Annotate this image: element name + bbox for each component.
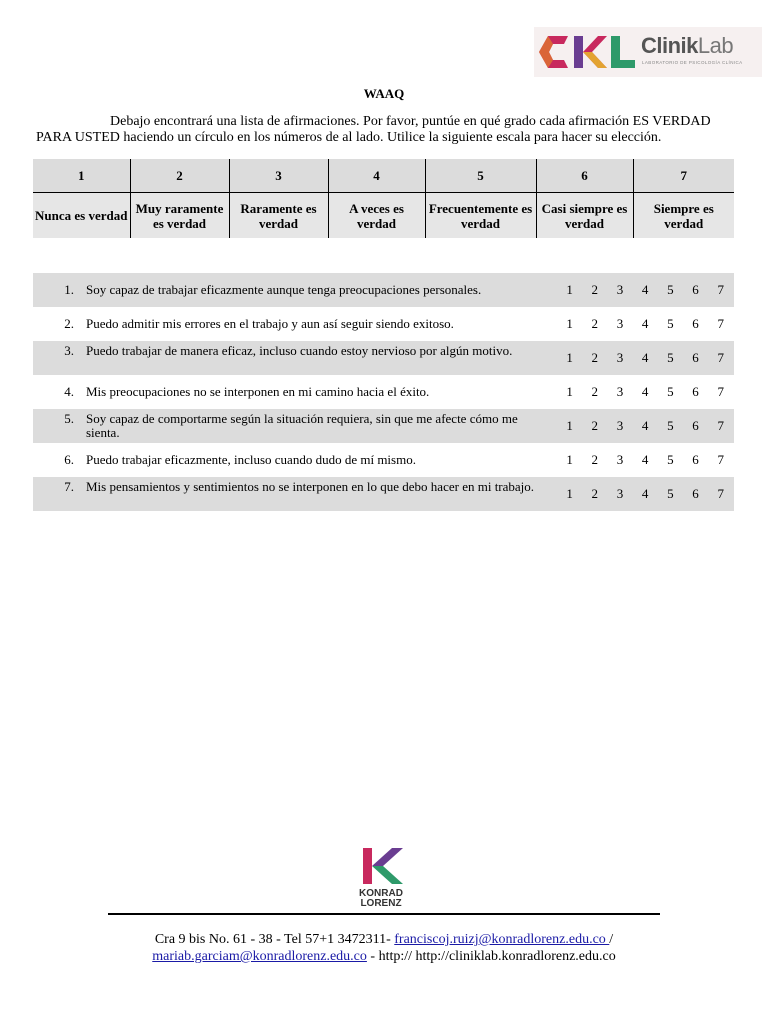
questionnaire-item [33, 307, 734, 341]
response-option[interactable]: 1 [566, 486, 573, 501]
item-number: 4. [64, 384, 74, 399]
footer-website: - http:// http://cliniklab.konradlorenz.edu.co [366, 949, 616, 964]
response-option[interactable]: 4 [641, 452, 649, 467]
response-option[interactable]: 1 [566, 384, 573, 399]
item-number: 1. [64, 282, 74, 297]
response-option[interactable]: 3 [616, 486, 624, 501]
questionnaire-item [33, 477, 734, 511]
response-option[interactable]: 2 [591, 350, 599, 365]
response-option[interactable]: 7 [717, 486, 724, 501]
response-option[interactable]: 1 [566, 282, 573, 297]
questionnaire-item [33, 341, 734, 375]
response-option[interactable]: 3 [616, 350, 624, 365]
ckl-mark-icon [534, 27, 639, 77]
response-option[interactable]: 3 [616, 452, 624, 467]
response-option[interactable]: 5 [667, 384, 674, 399]
questionnaire-item [33, 273, 734, 307]
scale-label: Siempre es verdad [633, 193, 734, 239]
response-option[interactable]: 6 [692, 452, 699, 467]
response-option[interactable]: 2 [591, 418, 599, 433]
scale-label: Nunca es verdad [33, 193, 130, 239]
questionnaire-item [33, 375, 734, 409]
response-options [557, 273, 733, 307]
response-option[interactable]: 1 [566, 452, 573, 467]
response-options [557, 409, 733, 443]
response-option[interactable]: 2 [591, 452, 599, 467]
item-number: 7. [64, 479, 74, 494]
scale-label: A veces es verdad [328, 193, 425, 239]
response-option[interactable]: 1 [566, 418, 573, 433]
scale-number: 1 [33, 159, 130, 193]
response-option[interactable]: 7 [717, 452, 724, 467]
item-text: Puedo trabajar de manera eficaz, incluso cuando estoy nervioso por algún motivo. [86, 343, 513, 358]
scale-label: Raramente es verdad [229, 193, 328, 239]
email-link-maria[interactable]: mariab.garciam@konradlorenz.edu.co [152, 949, 367, 964]
response-option[interactable]: 5 [667, 282, 674, 297]
email-link-francisco[interactable]: franciscoj.ruizj@konradlorenz.edu.co [394, 932, 610, 947]
item-number: 3. [64, 343, 74, 358]
response-option[interactable]: 4 [641, 418, 649, 433]
instructions-paragraph: Debajo encontrará una lista de afirmaciones. Por favor, puntúe en qué grado cada afirmación ES VERDAD PARA USTED haciendo un círculo en los números de al lado. Utilice la siguiente escala para hacer su elección. [36, 114, 711, 145]
response-option[interactable]: 6 [692, 282, 699, 297]
scale-label: Muy raramente es verdad [130, 193, 229, 239]
response-option[interactable]: 2 [591, 316, 599, 331]
footer-divider [108, 913, 660, 915]
response-option[interactable]: 2 [591, 282, 599, 297]
response-option[interactable]: 6 [692, 384, 699, 399]
response-option[interactable]: 4 [641, 350, 649, 365]
cliniklab-wordmark: ClinikLab [641, 33, 734, 58]
konrad-lorenz-logo [359, 848, 409, 912]
response-option[interactable]: 5 [667, 486, 674, 501]
cliniklab-logo [534, 27, 762, 77]
footer-address: Cra 9 bis No. 61 - 38 - Tel 57+1 3472311- [154, 932, 395, 947]
response-option[interactable]: 4 [641, 486, 649, 501]
response-option[interactable]: 7 [717, 384, 724, 399]
response-option[interactable]: 7 [717, 418, 724, 433]
item-text: Soy capaz de comportarme según la situación requiera, sin que me afecte cómo me sienta. [86, 411, 518, 440]
cliniklab-subtitle: LABORATORIO DE PSICOLOGÍA CLÍNICA [642, 60, 743, 65]
response-option[interactable]: 7 [717, 350, 724, 365]
questionnaire-item [33, 443, 734, 477]
response-option[interactable]: 4 [641, 282, 649, 297]
item-number: 6. [64, 452, 74, 467]
scale-label: Casi siempre es verdad [536, 193, 633, 239]
item-number: 5. [64, 411, 74, 426]
scale-number: 7 [633, 159, 734, 193]
scale-label: Frecuentemente es verdad [425, 193, 536, 239]
response-option[interactable]: 7 [717, 316, 724, 331]
response-options [557, 341, 733, 375]
footer-contact [60, 931, 708, 965]
document-title: WAAQ [363, 86, 405, 101]
footer-separator: / [609, 932, 614, 947]
response-option[interactable]: 5 [667, 452, 674, 467]
response-option[interactable]: 3 [616, 282, 624, 297]
response-option[interactable]: 2 [591, 486, 599, 501]
response-option[interactable]: 3 [616, 418, 624, 433]
response-options [557, 375, 733, 409]
scale-number: 2 [130, 159, 229, 193]
response-option[interactable]: 3 [616, 384, 624, 399]
response-option[interactable]: 4 [641, 316, 649, 331]
item-number: 2. [64, 316, 74, 331]
response-option[interactable]: 6 [692, 350, 699, 365]
logo-word-konrad: KONRAD [359, 888, 403, 899]
response-option[interactable]: 5 [667, 418, 674, 433]
response-option[interactable]: 7 [717, 282, 724, 297]
response-options [557, 307, 733, 341]
item-text: Mis pensamientos y sentimientos no se interponen en lo que debo hacer en mi trabajo. [86, 479, 535, 494]
konrad-lorenz-k-icon [359, 848, 409, 912]
item-text: Soy capaz de trabajar eficazmente aunque tenga preocupaciones personales. [86, 282, 482, 297]
item-text: Puedo admitir mis errores en el trabajo y aun así seguir siendo exitoso. [86, 316, 454, 331]
response-options [557, 443, 733, 477]
scale-number: 4 [328, 159, 425, 193]
response-option[interactable]: 5 [667, 350, 674, 365]
response-option[interactable]: 1 [566, 316, 573, 331]
scale-number: 3 [229, 159, 328, 193]
questionnaire-item [33, 409, 734, 443]
scale-number: 6 [536, 159, 633, 193]
questionnaire-items [33, 273, 734, 511]
scale-label-row [33, 193, 734, 239]
rating-scale-table [33, 159, 734, 238]
logo-word-lorenz: LORENZ [360, 898, 402, 909]
response-option[interactable]: 4 [641, 384, 649, 399]
scale-number: 5 [425, 159, 536, 193]
scale-number-row [33, 159, 734, 193]
response-options [557, 477, 733, 511]
item-text: Mis preocupaciones no se interponen en mi camino hacia el éxito. [86, 384, 430, 399]
response-option[interactable]: 1 [566, 350, 573, 365]
response-option[interactable]: 3 [616, 316, 624, 331]
response-option[interactable]: 5 [667, 316, 674, 331]
response-option[interactable]: 2 [591, 384, 599, 399]
response-option[interactable]: 6 [692, 486, 699, 501]
item-text: Puedo trabajar eficazmente, incluso cuando dudo de mí mismo. [86, 452, 416, 467]
response-option[interactable]: 6 [692, 316, 699, 331]
response-option[interactable]: 6 [692, 418, 699, 433]
